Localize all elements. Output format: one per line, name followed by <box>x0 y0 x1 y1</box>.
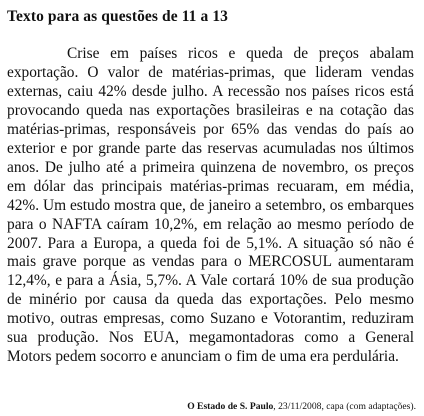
source-details: , 23/11/2008, capa (com adaptações). <box>273 401 416 412</box>
source-citation <box>187 401 416 412</box>
article-paragraph: Crise em países ricos e queda de preços abalam exportação. O valor de matérias-primas, que lideram vendas externas, caiu 42% desde julho. A recessão nos países ricos está provocando queda nas exportações brasileiras e na cotação das matérias-primas, responsáveis por 65% das vendas do país ao exterior e por grande parte das reservas acumuladas nos últimos anos. De julho até a primeira quinzena de novembro, os preços em dólar das principais matérias-primas recuaram, em média, 42%. Um estudo mostra que, de janeiro a setembro, os embarques para o NAFTA caíram 10,2%, em relação ao mesmo período de 2007. Para a Europa, a queda foi de 5,1%. A situação só não é mais grave porque as vendas para o MERCOSUL aumentaram 12,4%, e para a Ásia, 5,7%. A Vale cortará 10% de sua produção de minério por causa da queda das exportações. Pelo mesmo motivo, outras empresas, como Suzano e Votorantim, reduziram sua produção. Nos EUA, megamontadoras como a General Motors pedem socorro e anunciam o fim de uma era perdulária. <box>7 45 414 366</box>
source-name: O Estado de S. Paulo <box>187 401 274 412</box>
section-heading: Texto para as questões de 11 a 13 <box>7 8 229 25</box>
